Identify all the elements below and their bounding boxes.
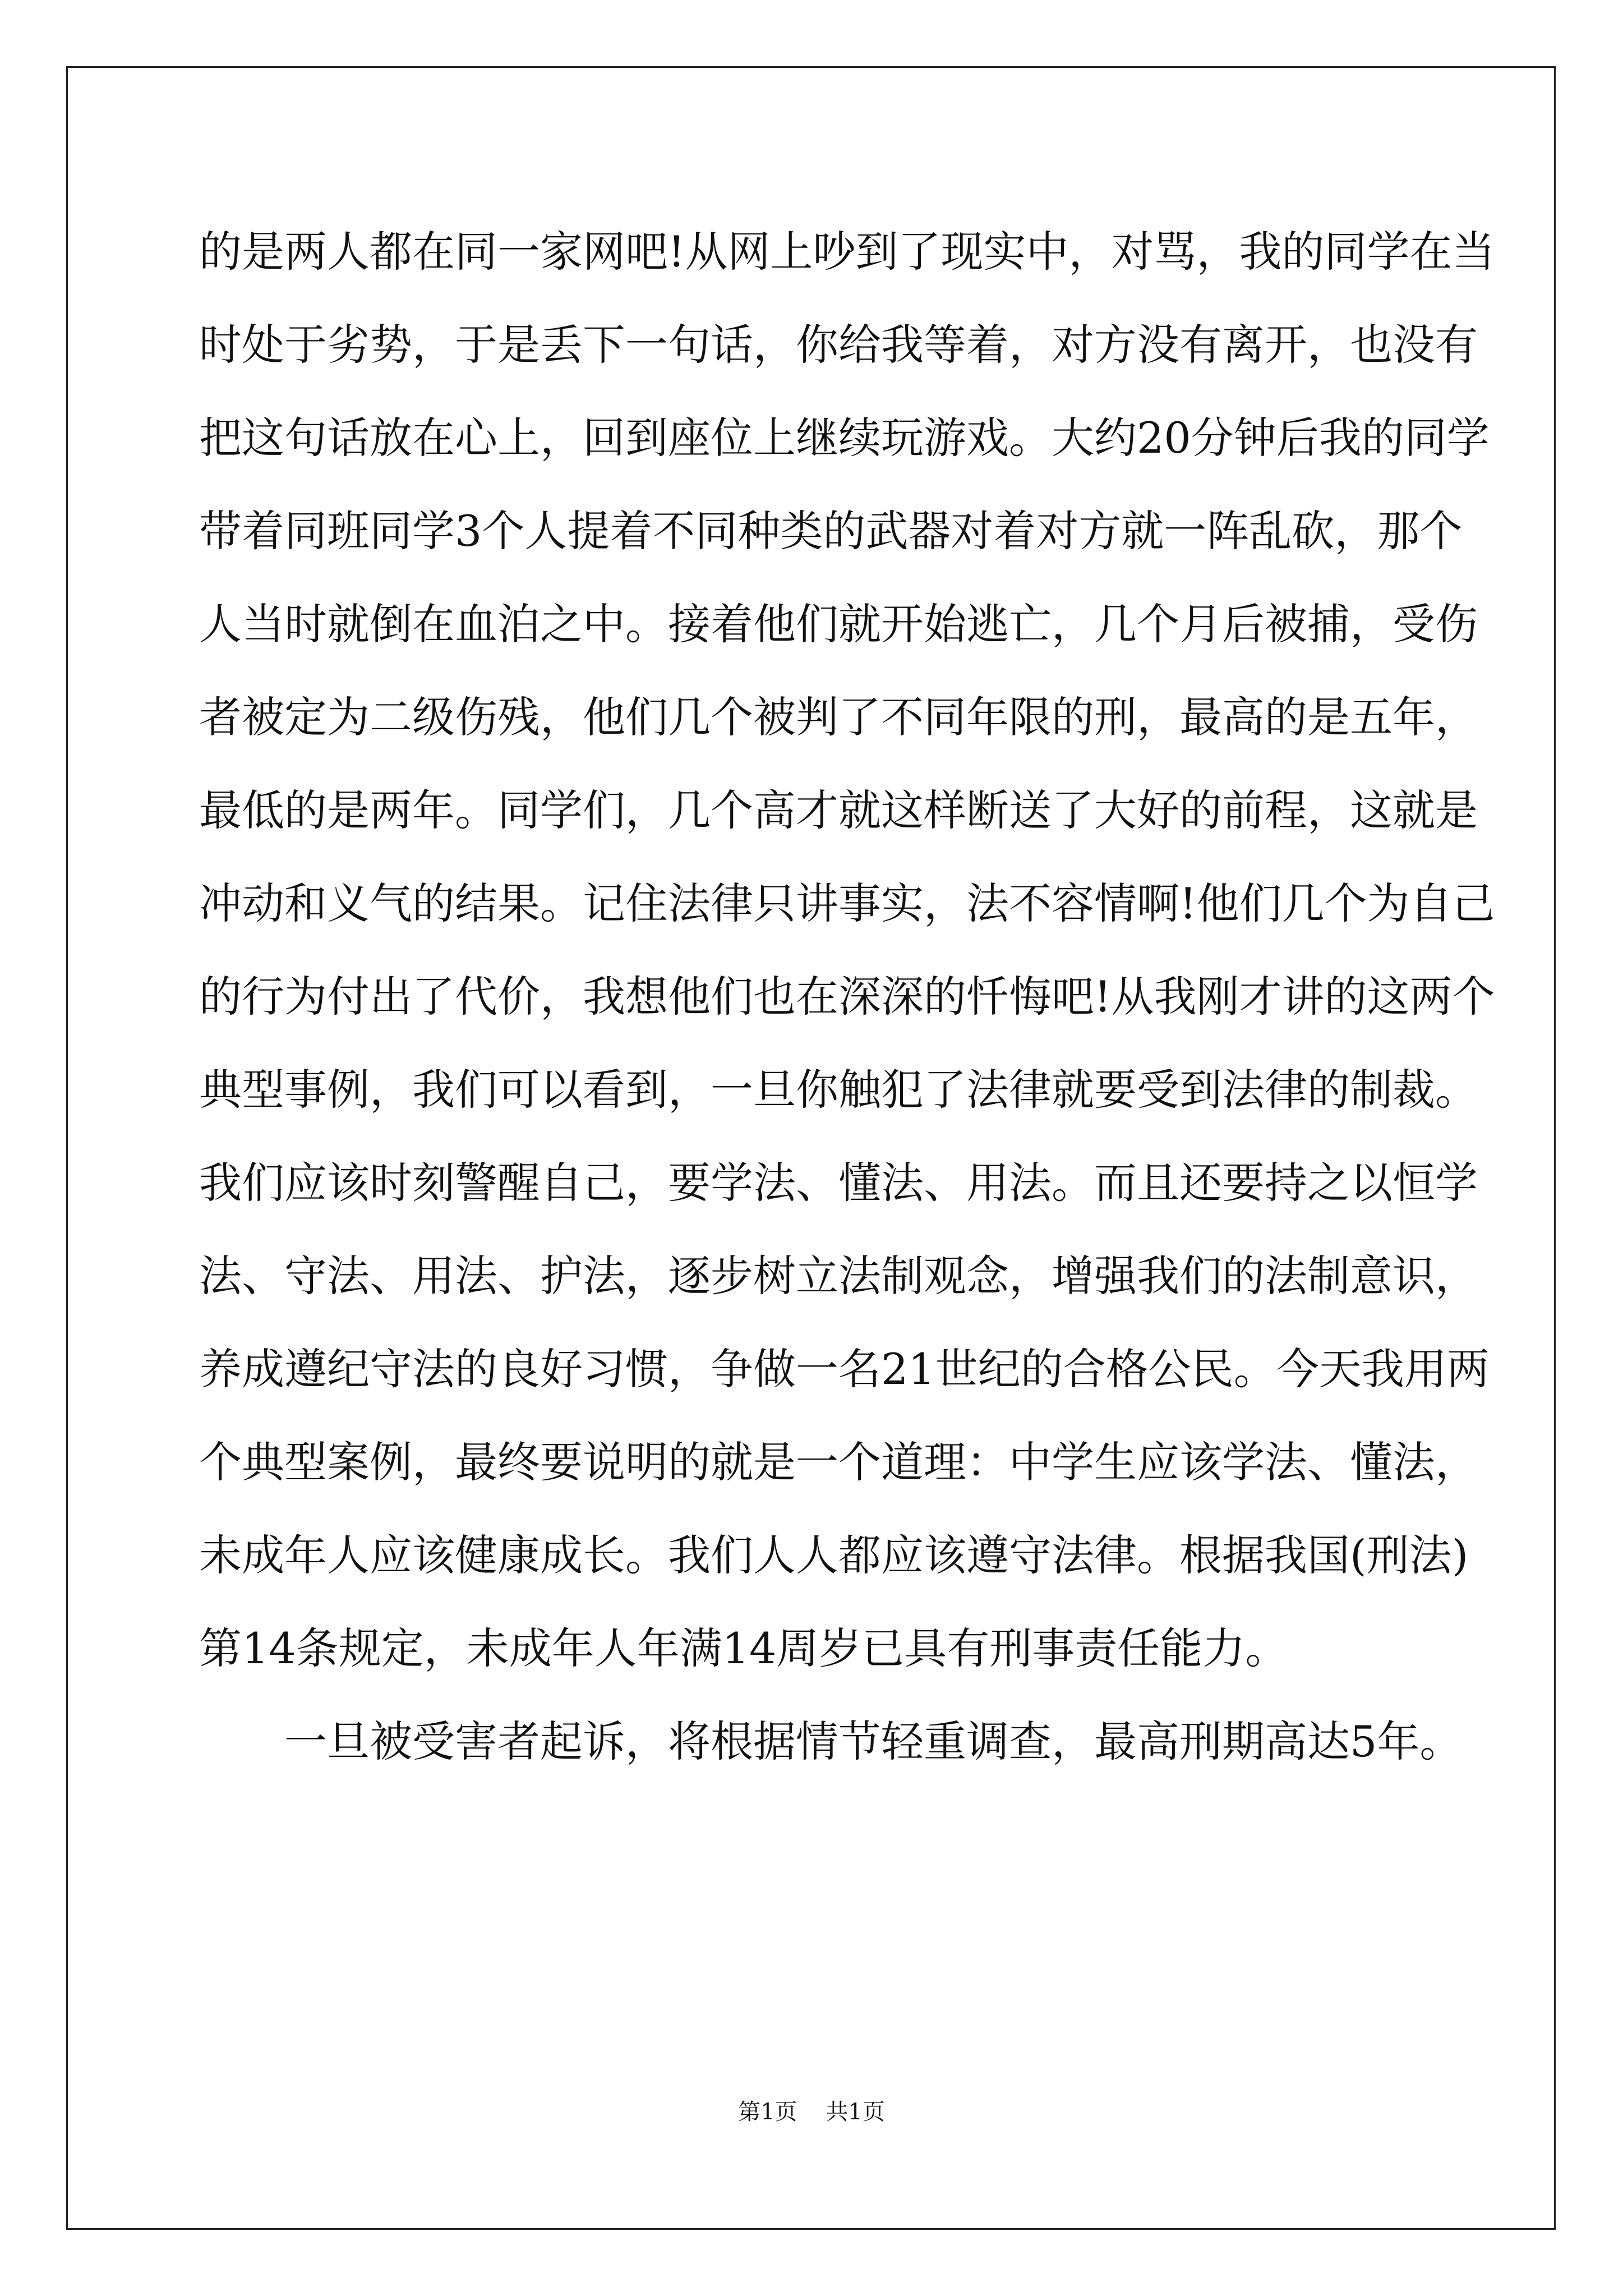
page-total: 共1页 (826, 2099, 885, 2125)
text-line: 第14条规定，未成年人年满14周岁已具有刑事责任能力。 (199, 1623, 1288, 1673)
text-line: 个典型案例，最终要说明的就是一个道理：中学生应该学法、懂法， (199, 1437, 1478, 1487)
text-line: 最低的是两年。同学们，几个高才就这样断送了大好的前程，这就是 (199, 785, 1478, 835)
text-line: 把这句话放在心上，回到座位上继续玩游戏。大约20分钟后我的同学 (199, 413, 1490, 463)
text-line: 时处于劣势，于是丢下一句话，你给我等着，对方没有离开，也没有 (199, 320, 1478, 370)
text-line: 人当时就倒在血泊之中。接着他们就开始逃亡，几个月后被捕，受伤 (199, 599, 1478, 649)
text-line: 养成遵纪守法的良好习惯，争做一名21世纪的合格公民。今天我用两 (199, 1344, 1490, 1394)
text-line: 的行为付出了代价，我想他们也在深深的忏悔吧!从我刚才讲的这两个 (199, 972, 1495, 1022)
text-line: 的是两人都在同一家网吧!从网上吵到了现实中，对骂，我的同学在当 (199, 227, 1495, 277)
text-line: 冲动和义气的结果。记住法律只讲事实，法不容情啊!他们几个为自己 (199, 878, 1495, 928)
text-line: 法、守法、用法、护法，逐步树立法制观念，增强我们的法制意识， (199, 1251, 1478, 1301)
text-line: 未成年人应该健康成长。我们人人都应该遵守法律。根据我国(刑法) (199, 1530, 1469, 1580)
text-line: 带着同班同学3个人提着不同种类的武器对着对方就一阵乱砍，那个 (199, 506, 1463, 556)
text-line: 典型事例，我们可以看到，一旦你触犯了法律就要受到法律的制裁。 (199, 1065, 1478, 1115)
text-line: 我们应该时刻警醒自己，要学法、懂法、用法。而且还要持之以恒学 (199, 1158, 1478, 1208)
last-paragraph: 一旦被受害者起诉，将根据情节轻重调查，最高刑期高达5年。 (284, 1717, 1463, 1766)
page-number: 第1页 (738, 2099, 797, 2125)
text-line: 者被定为二级伤残，他们几个被判了不同年限的刑，最高的是五年， (199, 692, 1478, 742)
document-body (199, 205, 1495, 1788)
page-footer (0, 2098, 1623, 2126)
